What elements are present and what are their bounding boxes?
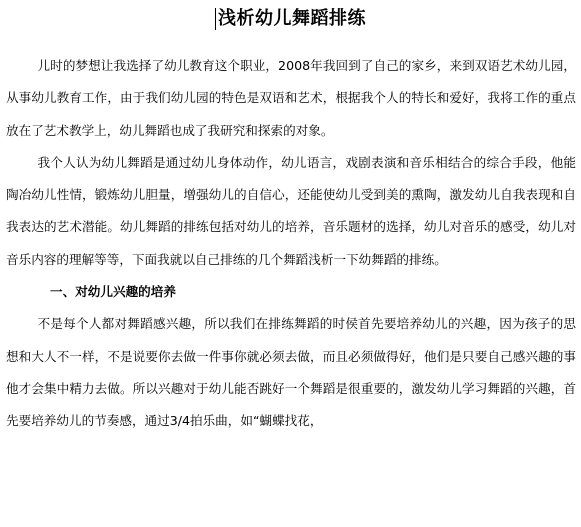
section-heading: 一、对幼儿兴趣的培养 [50, 284, 176, 300]
paragraph-2: 我个人认为幼儿舞蹈是通过幼儿身体动作，幼儿语言，戏剧表演和音乐相结合的综合手段，他能陶冶幼儿性情，锻炼幼儿胆量，增强幼儿的自信心，还能使幼儿受到美的熏陶，激发幼儿自我表现和自我表达的艺术潜能。幼儿舞蹈的排练包括对幼儿的培养，音乐题材的选择，幼儿对音乐的感受，幼儿对音乐内容的理解等等，下面我就以自己排练的几个舞蹈浅析一下幼舞蹈的排练。 [6, 154, 576, 267]
section-paragraph: 不是每个人都对舞蹈感兴趣，所以我们在排练舞蹈的时侯首先要培养幼儿的兴趣，因为孩子的思想和大人不一样，不是说要你去做一件事你就必须去做，而且必须做得好，他们是只要自己感兴趣的事他才会集中精力去做。所以兴趣对于幼儿能否跳好一个舞蹈是很重要的，激发幼儿学习舞蹈的兴趣，首先要培养幼儿的节奏感，通过3/4拍乐曲，如“蝴蝶找花， [6, 316, 576, 429]
document-title[interactable] [215, 6, 366, 32]
title-container [0, 6, 581, 32]
text-cursor [215, 8, 216, 30]
document-body [6, 50, 576, 438]
document-title-text: 浅析幼儿舞蹈排练 [218, 8, 366, 29]
paragraph-1: 儿时的梦想让我选择了幼儿教育这个职业，2008年我回到了自己的家乡，来到双语艺术幼儿园，从事幼儿教育工作，由于我们幼儿园的特色是双语和艺术，根据我个人的特长和爱好，我将工作的重点放在了艺术教学上，幼儿舞蹈也成了我研究和探索的对象。 [6, 58, 576, 138]
